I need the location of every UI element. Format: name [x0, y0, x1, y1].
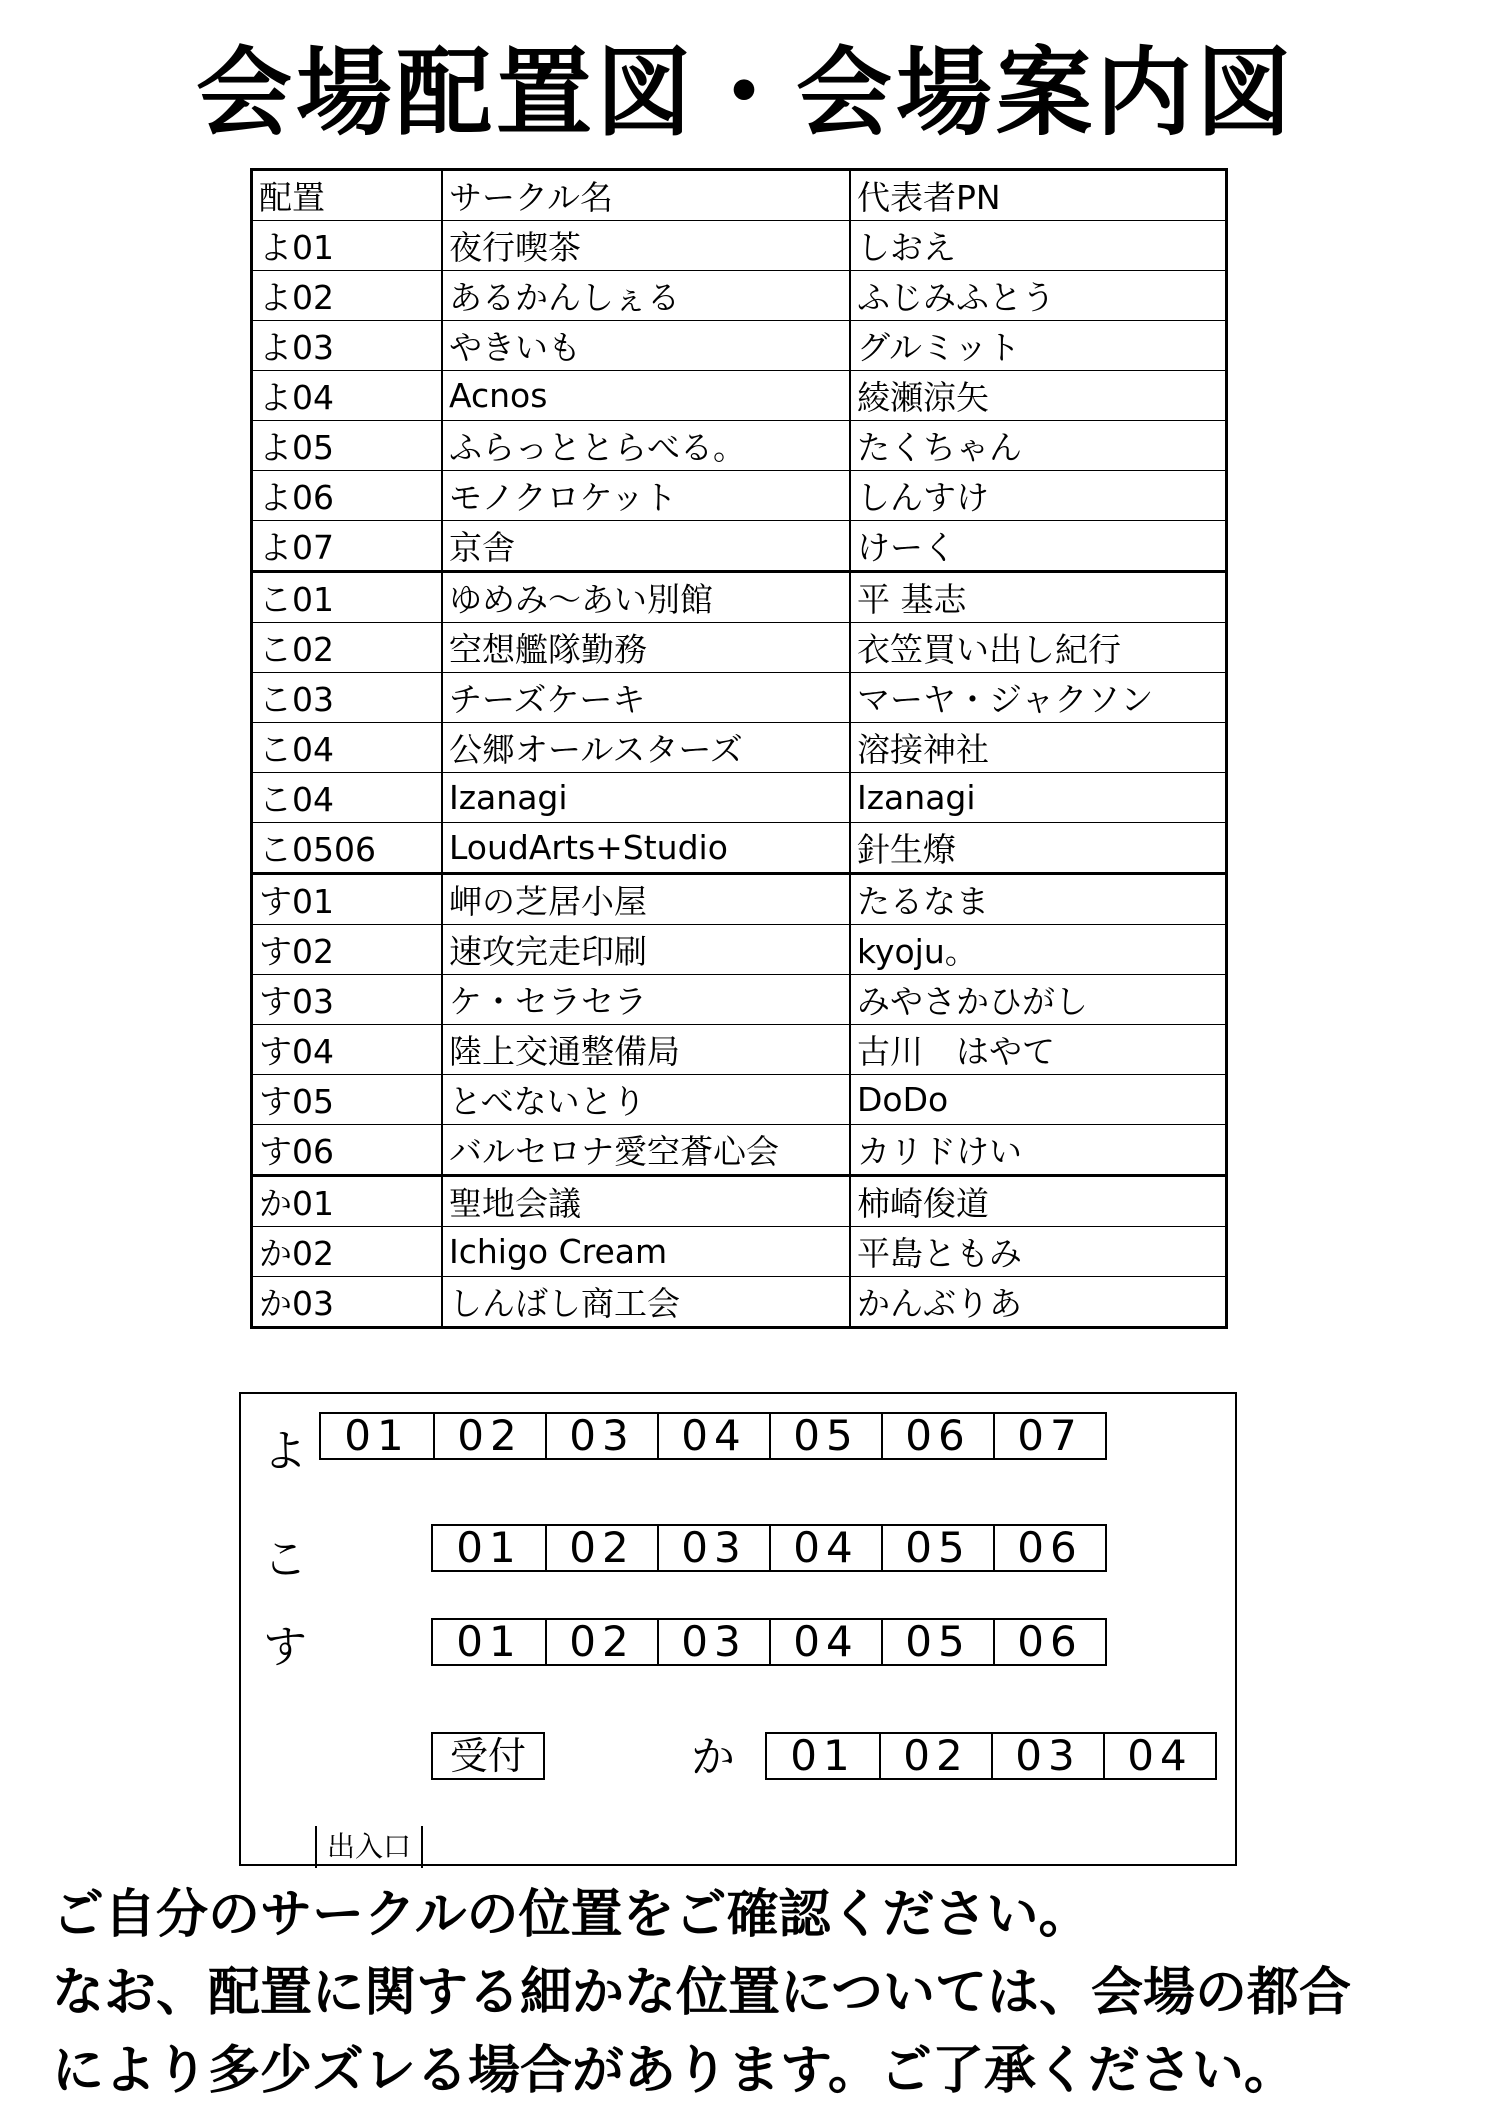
cell-circle-name: 公郷オールスターズ — [442, 723, 850, 773]
cell-representative: かんぶりあ — [850, 1277, 1227, 1328]
cell-circle-name: バルセロナ愛空蒼心会 — [442, 1125, 850, 1176]
cell-position: か02 — [252, 1227, 443, 1277]
table-header-row — [252, 170, 1227, 221]
map-slot: 04 — [1103, 1734, 1215, 1778]
cell-position: か01 — [252, 1176, 443, 1227]
map-slot: 01 — [344, 1411, 410, 1460]
map-slot: 02 — [433, 1414, 545, 1458]
cell-circle-name: 聖地会議 — [442, 1176, 850, 1227]
cell-circle-name: 京舎 — [442, 521, 850, 572]
cell-representative: DoDo — [850, 1075, 1227, 1125]
table-row — [252, 1125, 1227, 1176]
cell-representative: kyoju。 — [850, 925, 1227, 975]
cell-circle-name: ケ・セラセラ — [442, 975, 850, 1025]
cell-representative: しおえ — [850, 221, 1227, 271]
cell-circle-name: 岬の芝居小屋 — [442, 874, 850, 925]
cell-position: す03 — [252, 975, 443, 1025]
table-row — [252, 773, 1227, 823]
cell-circle-name: しんばし商工会 — [442, 1277, 850, 1328]
table-row — [252, 925, 1227, 975]
map-row-su — [431, 1618, 1107, 1666]
table-row — [252, 1176, 1227, 1227]
cell-circle-name: Izanagi — [442, 773, 850, 823]
cell-representative: 古川 はやて — [850, 1025, 1227, 1075]
note-line: なお、配置に関する細かな位置については、会場の都合 — [52, 1963, 1351, 2023]
cell-representative: 溶接神社 — [850, 723, 1227, 773]
cell-circle-name: やきいも — [442, 321, 850, 371]
cell-position: よ03 — [252, 321, 443, 371]
map-slot: 02 — [545, 1526, 657, 1570]
cell-representative: 平 基志 — [850, 572, 1227, 623]
map-slot: 04 — [657, 1414, 769, 1458]
map-row-label-ka: か — [691, 1732, 735, 1783]
cell-position: す05 — [252, 1075, 443, 1125]
table-row — [252, 1025, 1227, 1075]
map-slot: 02 — [545, 1620, 657, 1664]
cell-circle-name: モノクロケット — [442, 471, 850, 521]
table-row — [252, 371, 1227, 421]
cell-representative: 平島ともみ — [850, 1227, 1227, 1277]
table-row — [252, 823, 1227, 874]
map-slot: 07 — [993, 1414, 1105, 1458]
cell-position: す04 — [252, 1025, 443, 1075]
map-slot: 02 — [879, 1734, 991, 1778]
cell-position: こ01 — [252, 572, 443, 623]
cell-representative: マーヤ・ジャクソン — [850, 673, 1227, 723]
cell-position: こ04 — [252, 773, 443, 823]
table-row — [252, 623, 1227, 673]
map-slot: 04 — [769, 1620, 881, 1664]
map-slot: 05 — [769, 1414, 881, 1458]
cell-position: こ03 — [252, 673, 443, 723]
cell-position: よ04 — [252, 371, 443, 421]
cell-circle-name: ふらっととらべる。 — [442, 421, 850, 471]
page-title: 会場配置図・会場案内図 — [196, 37, 1296, 149]
map-slot: 03 — [991, 1734, 1103, 1778]
table-row — [252, 271, 1227, 321]
map-row-ko — [431, 1524, 1107, 1572]
cell-circle-name: 夜行喫茶 — [442, 221, 850, 271]
cell-position: よ05 — [252, 421, 443, 471]
map-slot: 01 — [456, 1523, 522, 1572]
table-row — [252, 874, 1227, 925]
cell-representative: Izanagi — [850, 773, 1227, 823]
cell-circle-name: とべないとり — [442, 1075, 850, 1125]
cell-position: よ06 — [252, 471, 443, 521]
map-row-ka — [765, 1732, 1217, 1780]
map-slot: 04 — [769, 1526, 881, 1570]
table-row — [252, 975, 1227, 1025]
cell-representative: たくちゃん — [850, 421, 1227, 471]
reception-desk: 受付 — [431, 1732, 545, 1780]
map-row-label-yo: よ — [263, 1426, 307, 1477]
note-line: ご自分のサークルの位置をご確認ください。 — [52, 1885, 1091, 1945]
cell-representative: たるなま — [850, 874, 1227, 925]
cell-representative: みやさかひがし — [850, 975, 1227, 1025]
cell-circle-name: あるかんしぇる — [442, 271, 850, 321]
cell-position: よ01 — [252, 221, 443, 271]
cell-position: す02 — [252, 925, 443, 975]
table-row — [252, 221, 1227, 271]
cell-representative: 衣笠買い出し紀行 — [850, 623, 1227, 673]
map-slot: 03 — [545, 1414, 657, 1458]
map-slot: 05 — [881, 1620, 993, 1664]
cell-position: こ0506 — [252, 823, 443, 874]
cell-circle-name: Ichigo Cream — [442, 1227, 850, 1277]
cell-circle-name: 空想艦隊勤務 — [442, 623, 850, 673]
cell-circle-name: ゆめみ～あい別館 — [442, 572, 850, 623]
note-line: により多少ズレる場合があります。ご了承ください。 — [52, 2041, 1296, 2101]
cell-position: す01 — [252, 874, 443, 925]
table-row — [252, 471, 1227, 521]
map-row-label-su: す — [263, 1622, 307, 1673]
cell-position: こ04 — [252, 723, 443, 773]
map-slot: 03 — [657, 1526, 769, 1570]
cell-position: す06 — [252, 1125, 443, 1176]
map-slot: 01 — [790, 1731, 856, 1780]
column-header-representative: 代表者PN — [850, 170, 1227, 221]
cell-representative: けーく — [850, 521, 1227, 572]
cell-position: よ07 — [252, 521, 443, 572]
map-row-label-ko: こ — [263, 1534, 307, 1585]
table-row — [252, 321, 1227, 371]
cell-representative: カリドけい — [850, 1125, 1227, 1176]
map-row-yo — [319, 1412, 1107, 1460]
cell-circle-name: 速攻完走印刷 — [442, 925, 850, 975]
entrance-label: 出入口 — [315, 1826, 423, 1868]
notes — [52, 1876, 1472, 2110]
table-row — [252, 723, 1227, 773]
cell-representative: 綾瀬涼矢 — [850, 371, 1227, 421]
table-row — [252, 1075, 1227, 1125]
map-slot: 01 — [456, 1617, 522, 1666]
cell-position: か03 — [252, 1277, 443, 1328]
map-slot: 06 — [881, 1414, 993, 1458]
cell-circle-name: チーズケーキ — [442, 673, 850, 723]
map-slot: 06 — [993, 1620, 1105, 1664]
venue-map — [239, 1392, 1237, 1866]
table-row — [252, 572, 1227, 623]
cell-position: こ02 — [252, 623, 443, 673]
map-slot: 06 — [993, 1526, 1105, 1570]
cell-circle-name: 陸上交通整備局 — [442, 1025, 850, 1075]
table-row — [252, 673, 1227, 723]
column-header-position: 配置 — [252, 170, 443, 221]
map-slot: 05 — [881, 1526, 993, 1570]
map-slot: 03 — [657, 1620, 769, 1664]
circle-table — [250, 168, 1228, 1329]
cell-representative: 柿崎俊道 — [850, 1176, 1227, 1227]
column-header-circle: サークル名 — [442, 170, 850, 221]
cell-representative: 針生燎 — [850, 823, 1227, 874]
cell-representative: しんすけ — [850, 471, 1227, 521]
cell-circle-name: Acnos — [442, 371, 850, 421]
table-row — [252, 1277, 1227, 1328]
cell-representative: グルミット — [850, 321, 1227, 371]
cell-circle-name: LoudArts+Studio — [442, 823, 850, 874]
table-row — [252, 421, 1227, 471]
cell-representative: ふじみふとう — [850, 271, 1227, 321]
table-row — [252, 1227, 1227, 1277]
cell-position: よ02 — [252, 271, 443, 321]
table-row — [252, 521, 1227, 572]
